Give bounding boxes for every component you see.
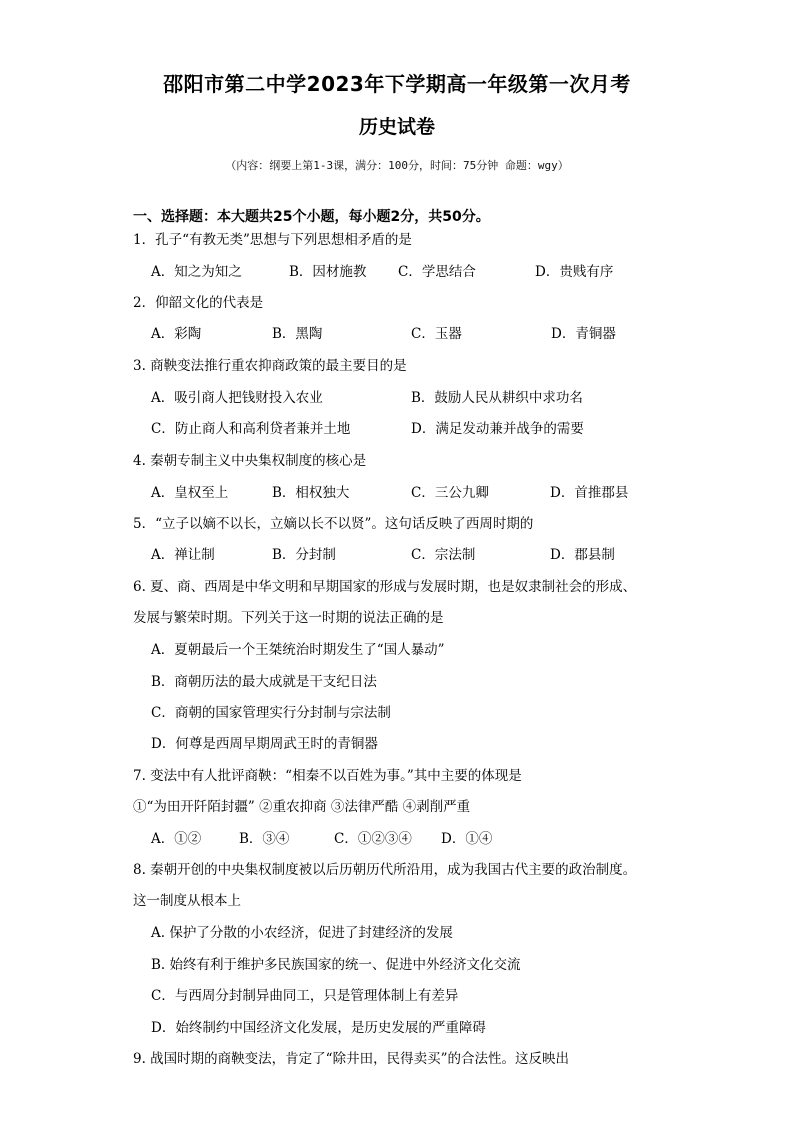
question-5-option-d: D．郡县制 [550, 547, 615, 563]
question-8-option-a: A. 保护了分散的小农经济，促进了封建经济的发展 [151, 925, 453, 941]
question-2-option-c: C．玉器 [411, 326, 462, 342]
question-6-option-a: A．夏朝最后一个王桀统治时期发生了“国人暴动” [151, 642, 445, 658]
exam-info-note: （内容：纲要上第1-3课，满分：100分，时间：75分钟 命题：wgy） [225, 159, 569, 172]
question-1-option-d: D．贵贱有序 [535, 264, 614, 280]
question-1-option-a: A．知之为知之 [151, 264, 242, 280]
question-3-option-d: D．满足发动兼并战争的需要 [411, 421, 584, 437]
question-2-option-d: D．青铜器 [551, 326, 616, 342]
question-7-option-a: A．①② [151, 831, 202, 847]
exam-title: 邵阳市第二中学2023年下学期高一年级第一次月考 [163, 72, 631, 96]
question-3-option-c: C．防止商人和高利贷者兼并土地 [151, 421, 351, 437]
question-7-option-d: D．①④ [441, 831, 493, 847]
question-1-option-c: C．学思结合 [398, 264, 476, 280]
question-7-stem: 7. 变法中有人批评商鞅：“相秦不以百姓为事。”其中主要的体现是 [133, 768, 522, 784]
question-5-option-b: B．分封制 [272, 547, 336, 563]
question-5-option-a: A．禅让制 [151, 547, 215, 563]
question-6-option-b: B．商朝历法的最大成就是干支纪日法 [151, 674, 377, 690]
question-6-option-d: D．何尊是西周早期周武王时的青铜器 [151, 736, 378, 752]
question-1-option-b: B．因材施教 [289, 264, 367, 280]
question-6-option-c: C．商朝的国家管理实行分封制与宗法制 [151, 705, 391, 721]
question-9-stem: 9. 战国时期的商鞅变法，肯定了“除井田，民得卖买”的合法性。这反映出 [133, 1051, 569, 1067]
question-8-stem-line-1: 8. 秦朝开创的中央集权制度被以后历朝历代所沿用，成为我国古代主要的政治制度。 [133, 862, 637, 878]
question-4-stem: 4. 秦朝专制主义中央集权制度的核心是 [133, 453, 367, 469]
question-4-option-a: A．皇权至上 [151, 485, 229, 501]
question-8-option-c: C．与西周分封制异曲同工，只是管理体制上有差异 [151, 988, 459, 1004]
question-6-stem-line-1: 6. 夏、商、西周是中华文明和早期国家的形成与发展时期，也是奴隶制社会的形成、 [133, 579, 637, 595]
question-2-stem: 2．仰韶文化的代表是 [133, 295, 264, 311]
section-heading: 一、选择题：本大题共25个小题，每小题2分，共50分。 [133, 209, 490, 225]
question-4-option-b: B．相权独大 [272, 485, 350, 501]
question-7-statements: ①“为田开阡陌封疆” ②重农抑商 ③法律严酷 ④剥削严重 [133, 799, 471, 815]
question-3-option-a: A．吸引商人把钱财投入农业 [151, 390, 323, 406]
question-5-option-c: C．宗法制 [411, 547, 476, 563]
question-8-option-b: B. 始终有利于维护多民族国家的统一、促进中外经济文化交流 [151, 957, 521, 973]
question-3-option-b: B．鼓励人民从耕织中求功名 [411, 390, 583, 406]
question-2-option-a: A．彩陶 [151, 326, 202, 342]
question-4-option-d: D．首推郡县 [550, 485, 629, 501]
question-8-stem-line-2: 这一制度从根本上 [133, 893, 241, 909]
question-5-stem: 5．“立子以嫡不以长，立嫡以长不以贤”。这句话反映了西周时期的 [133, 516, 534, 532]
question-3-stem: 3. 商鞅变法推行重农抑商政策的最主要目的是 [133, 358, 407, 374]
question-7-option-b: B．③④ [239, 831, 290, 847]
question-7-option-c: C．①②③④ [334, 831, 412, 847]
question-4-option-c: C．三公九卿 [411, 485, 489, 501]
question-2-option-b: B．黑陶 [272, 326, 323, 342]
question-1-stem: 1．孔子“有教无类”思想与下列思想相矛盾的是 [133, 232, 412, 248]
question-8-option-d: D．始终制约中国经济文化发展，是历史发展的严重障碍 [151, 1020, 486, 1036]
exam-subtitle: 历史试卷 [358, 116, 435, 138]
question-6-stem-line-2: 发展与繁荣时期。下列关于这一时期的说法正确的是 [133, 610, 444, 626]
